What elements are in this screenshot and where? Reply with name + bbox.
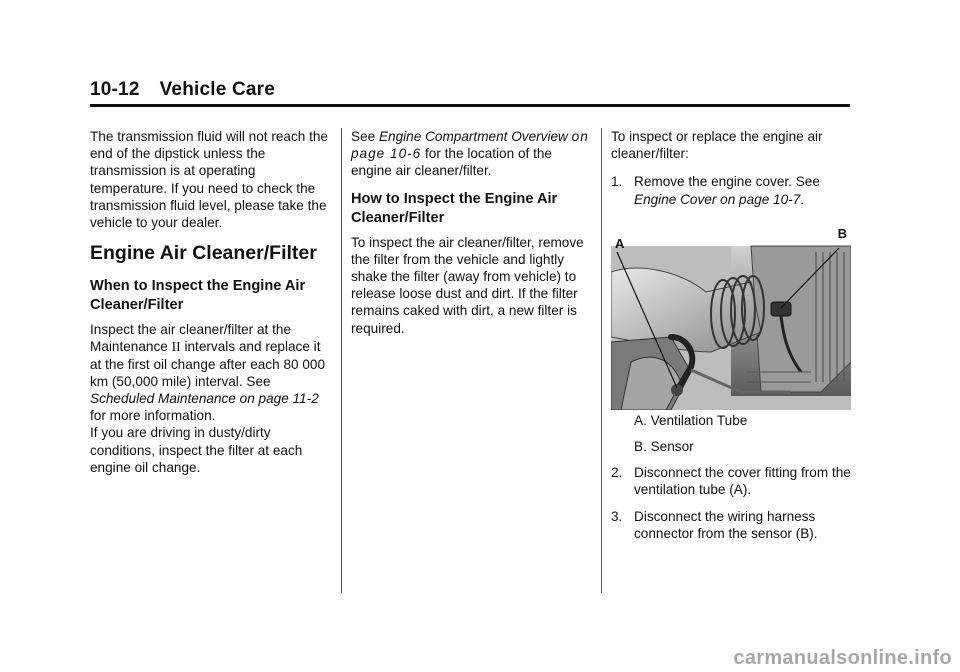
subsection-title: When to Inspect the Engine Air Cleaner/Filter: [90, 278, 306, 314]
legend-item: B. Sensor: [634, 439, 694, 455]
text-run: See: [351, 129, 379, 144]
column-divider: [601, 128, 602, 593]
body-paragraph: To inspect the air cleaner/filter, remove the filter from the vehicle and lightly shake the filter (away from vehicle) to release loose dust and dirt. If the filter remains caked with dirt, a new filter is required.: [351, 234, 584, 336]
cross-reference-page[interactable]: on page 10-6: [351, 129, 589, 162]
figure-legend: [611, 412, 851, 455]
cross-reference-link[interactable]: Engine Compartment Overview: [378, 129, 568, 144]
list-item: [611, 508, 851, 542]
text-run: .: [800, 191, 805, 207]
figure-callout-b: B: [837, 225, 847, 241]
text-run: Inspect the air cleaner/filter at the Maintenance: [90, 322, 291, 355]
column-divider: [341, 128, 342, 593]
list-text: Disconnect the cover fitting from the ventilation tube (A).: [634, 465, 851, 498]
page-header: [90, 78, 850, 102]
column-2: [351, 128, 591, 337]
body-paragraph: If you are driving in dusty/dirty conditions, inspect the filter at each engine oil change.: [90, 425, 303, 475]
section-title: Engine Air Cleaner/Filter: [90, 242, 317, 265]
body-paragraph: To inspect or replace the engine air cleaner/filter:: [611, 129, 823, 162]
subsection-title: How to Inspect the Engine Air Cleaner/Filter: [351, 190, 558, 226]
body-paragraph: [90, 321, 330, 424]
text-run: intervals and replace it at the first oil change after each 80 000 km (50,000 mile) interval. See: [90, 339, 326, 389]
engine-illustration: [611, 220, 851, 410]
header-rule: [90, 104, 850, 107]
list-number: 2.: [611, 465, 623, 481]
list-text: Disconnect the wiring harness connector from the sensor (B).: [634, 508, 818, 541]
column-1: [90, 128, 330, 476]
list-item: [611, 464, 851, 498]
text-run: for more information.: [90, 408, 216, 424]
text-run: Remove the engine cover. See: [634, 174, 820, 190]
cross-reference-link[interactable]: Scheduled Maintenance on page 11-2: [90, 391, 319, 407]
body-paragraph: [351, 128, 591, 180]
list-item: [611, 173, 851, 207]
list-number: 3.: [611, 508, 623, 524]
watermark: carmanualsonline.info: [733, 647, 952, 669]
text-run: for the location of the engine air cleaner/filter.: [351, 146, 552, 179]
list-number: 1.: [611, 174, 623, 190]
figure-callout-a: A: [615, 235, 625, 251]
column-3: [611, 128, 851, 551]
body-paragraph: The transmission fluid will not reach the end of the dipstick unless the transmission is at operating temperature. If you need to check the transmission fluid level, please take the vehicle to your dealer.: [90, 129, 328, 231]
chapter-title: Vehicle Care: [159, 79, 276, 100]
legend-item: A. Ventilation Tube: [634, 412, 748, 428]
cross-reference-link[interactable]: Engine Cover on page 10-7: [634, 191, 801, 207]
maintenance-symbol: II: [171, 339, 181, 355]
engine-air-cleaner-figure: [611, 220, 851, 410]
page-number: 10-12: [90, 79, 140, 100]
